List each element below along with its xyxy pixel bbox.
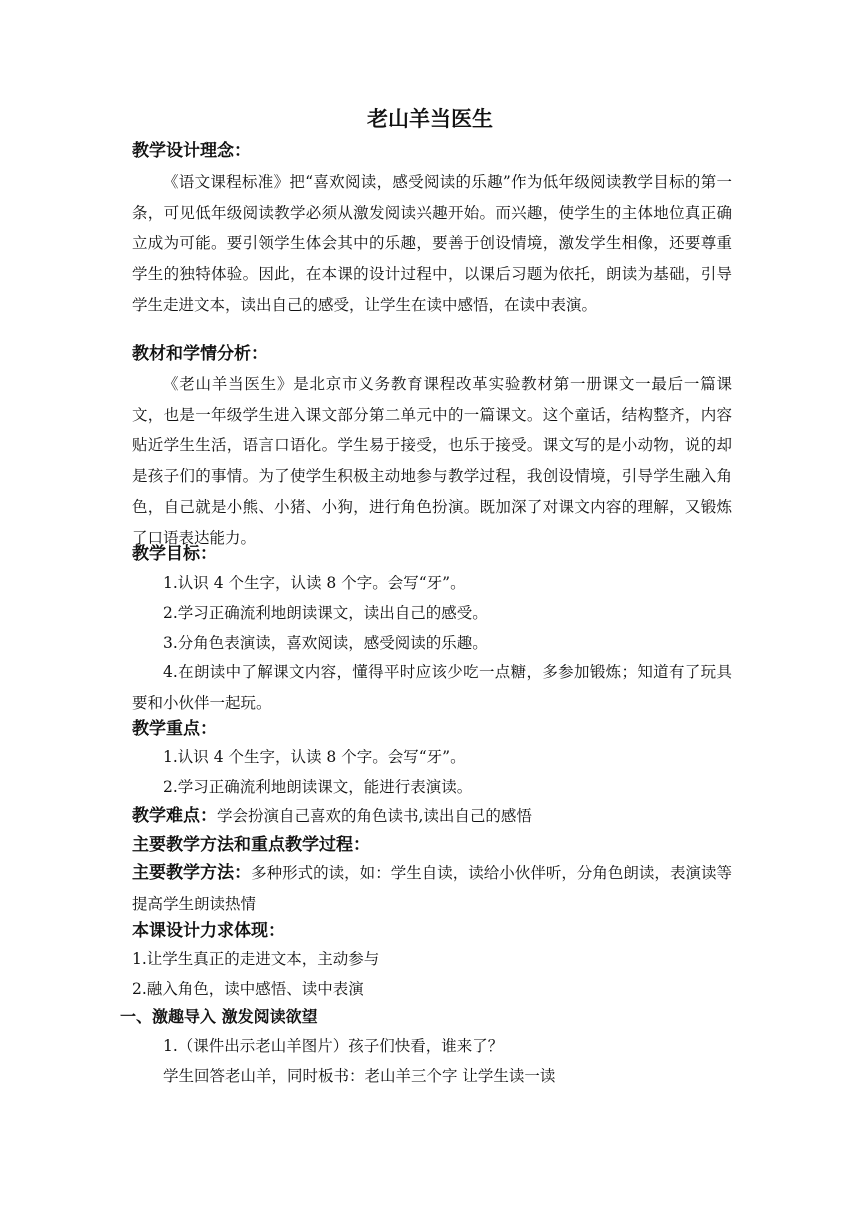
methods-line: [132, 858, 732, 919]
part1-line-2: 学生回答老山羊，同时板书：老山羊三个字 让学生读一读: [163, 1067, 556, 1085]
concept-heading: 教学设计理念：: [132, 141, 251, 161]
methods-text: 多种形式的读，如：学生自读，读给小伙伴听，分角色朗读，表演读等提高学生朗读热情: [132, 864, 732, 913]
analysis-paragraph: 《老山羊当医生》是北京市义务教育课程改革实验教材第一册课文一最后一篇课文，也是一年级学生进入课文部分第二单元中的一篇课文。这个童话，结构整齐，内容贴近学生生活，语言口语化。学生易于接受，也乐于接受。课文写的是小动物，说的却是孩子们的事情。为了使学生积极主动地参与教学过程，我创设情境，引导学生融入角色，自己就是小熊、小猪、小狗，进行角色扮演。既加深了对课文内容的理解，又锻炼了口语表达能力。: [132, 375, 732, 547]
methods-process-heading: 主要教学方法和重点教学过程：: [132, 835, 370, 855]
difficulty-heading: 教学难点：: [132, 806, 217, 826]
difficulty-text: 学会扮演自己喜欢的角色读书,读出自己的感悟: [217, 807, 532, 825]
design-heading: 本课设计力求体现：: [132, 921, 285, 941]
document-title: 老山羊当医生: [367, 107, 493, 131]
difficulty-line: [132, 801, 732, 832]
methods-heading: 主要教学方法：: [132, 863, 252, 883]
part1-heading: 一、激趣导入 激发阅读欲望: [120, 1007, 318, 1026]
part1-line-1: 1.（课件出示老山羊图片）孩子们快看，谁来了？: [163, 1037, 504, 1055]
focus-heading: 教学重点：: [132, 719, 217, 739]
goal-item-3: 3.分角色表演读，喜欢阅读，感受阅读的乐趣。: [163, 634, 488, 652]
concept-paragraph: 《语文课程标准》把“喜欢阅读，感受阅读的乐趣”作为低年级阅读教学目标的第一条，可见低年级阅读教学必须从激发阅读兴趣开始。而兴趣，使学生的主体地位真正确立成为可能。要引领学生体会其中的乐趣，要善于创设情境，激发学生相像，还要尊重学生的独特体验。因此，在本课的设计过程中，以课后习题为依托，朗读为基础，引导学生走进文本，读出自己的感受，让学生在读中感悟，在读中表演。: [132, 173, 732, 314]
design-item-2: 2.融入角色，读中感悟、读中表演: [132, 980, 364, 998]
goal-item-1: 1.认识 4 个生字，认读 8 个字。会写“牙”。: [163, 574, 466, 592]
goals-heading: 教学目标：: [132, 544, 217, 564]
focus-item-2: 2.学习正确流利地朗读课文，能进行表演读。: [163, 778, 473, 796]
focus-item-1: 1.认识 4 个生字，认读 8 个字。会写“牙”。: [163, 748, 466, 766]
design-item-1: 1.让学生真正的走进文本，主动参与: [132, 950, 380, 968]
analysis-heading: 教材和学情分析：: [132, 344, 268, 364]
goal-item-2: 2.学习正确流利地朗读课文，读出自己的感受。: [163, 604, 488, 622]
goal-item-4: 4.在朗读中了解课文内容，懂得平时应该少吃一点糖，多参加锻炼；知道有了玩具要和小伙伴一起玩。: [132, 663, 732, 712]
